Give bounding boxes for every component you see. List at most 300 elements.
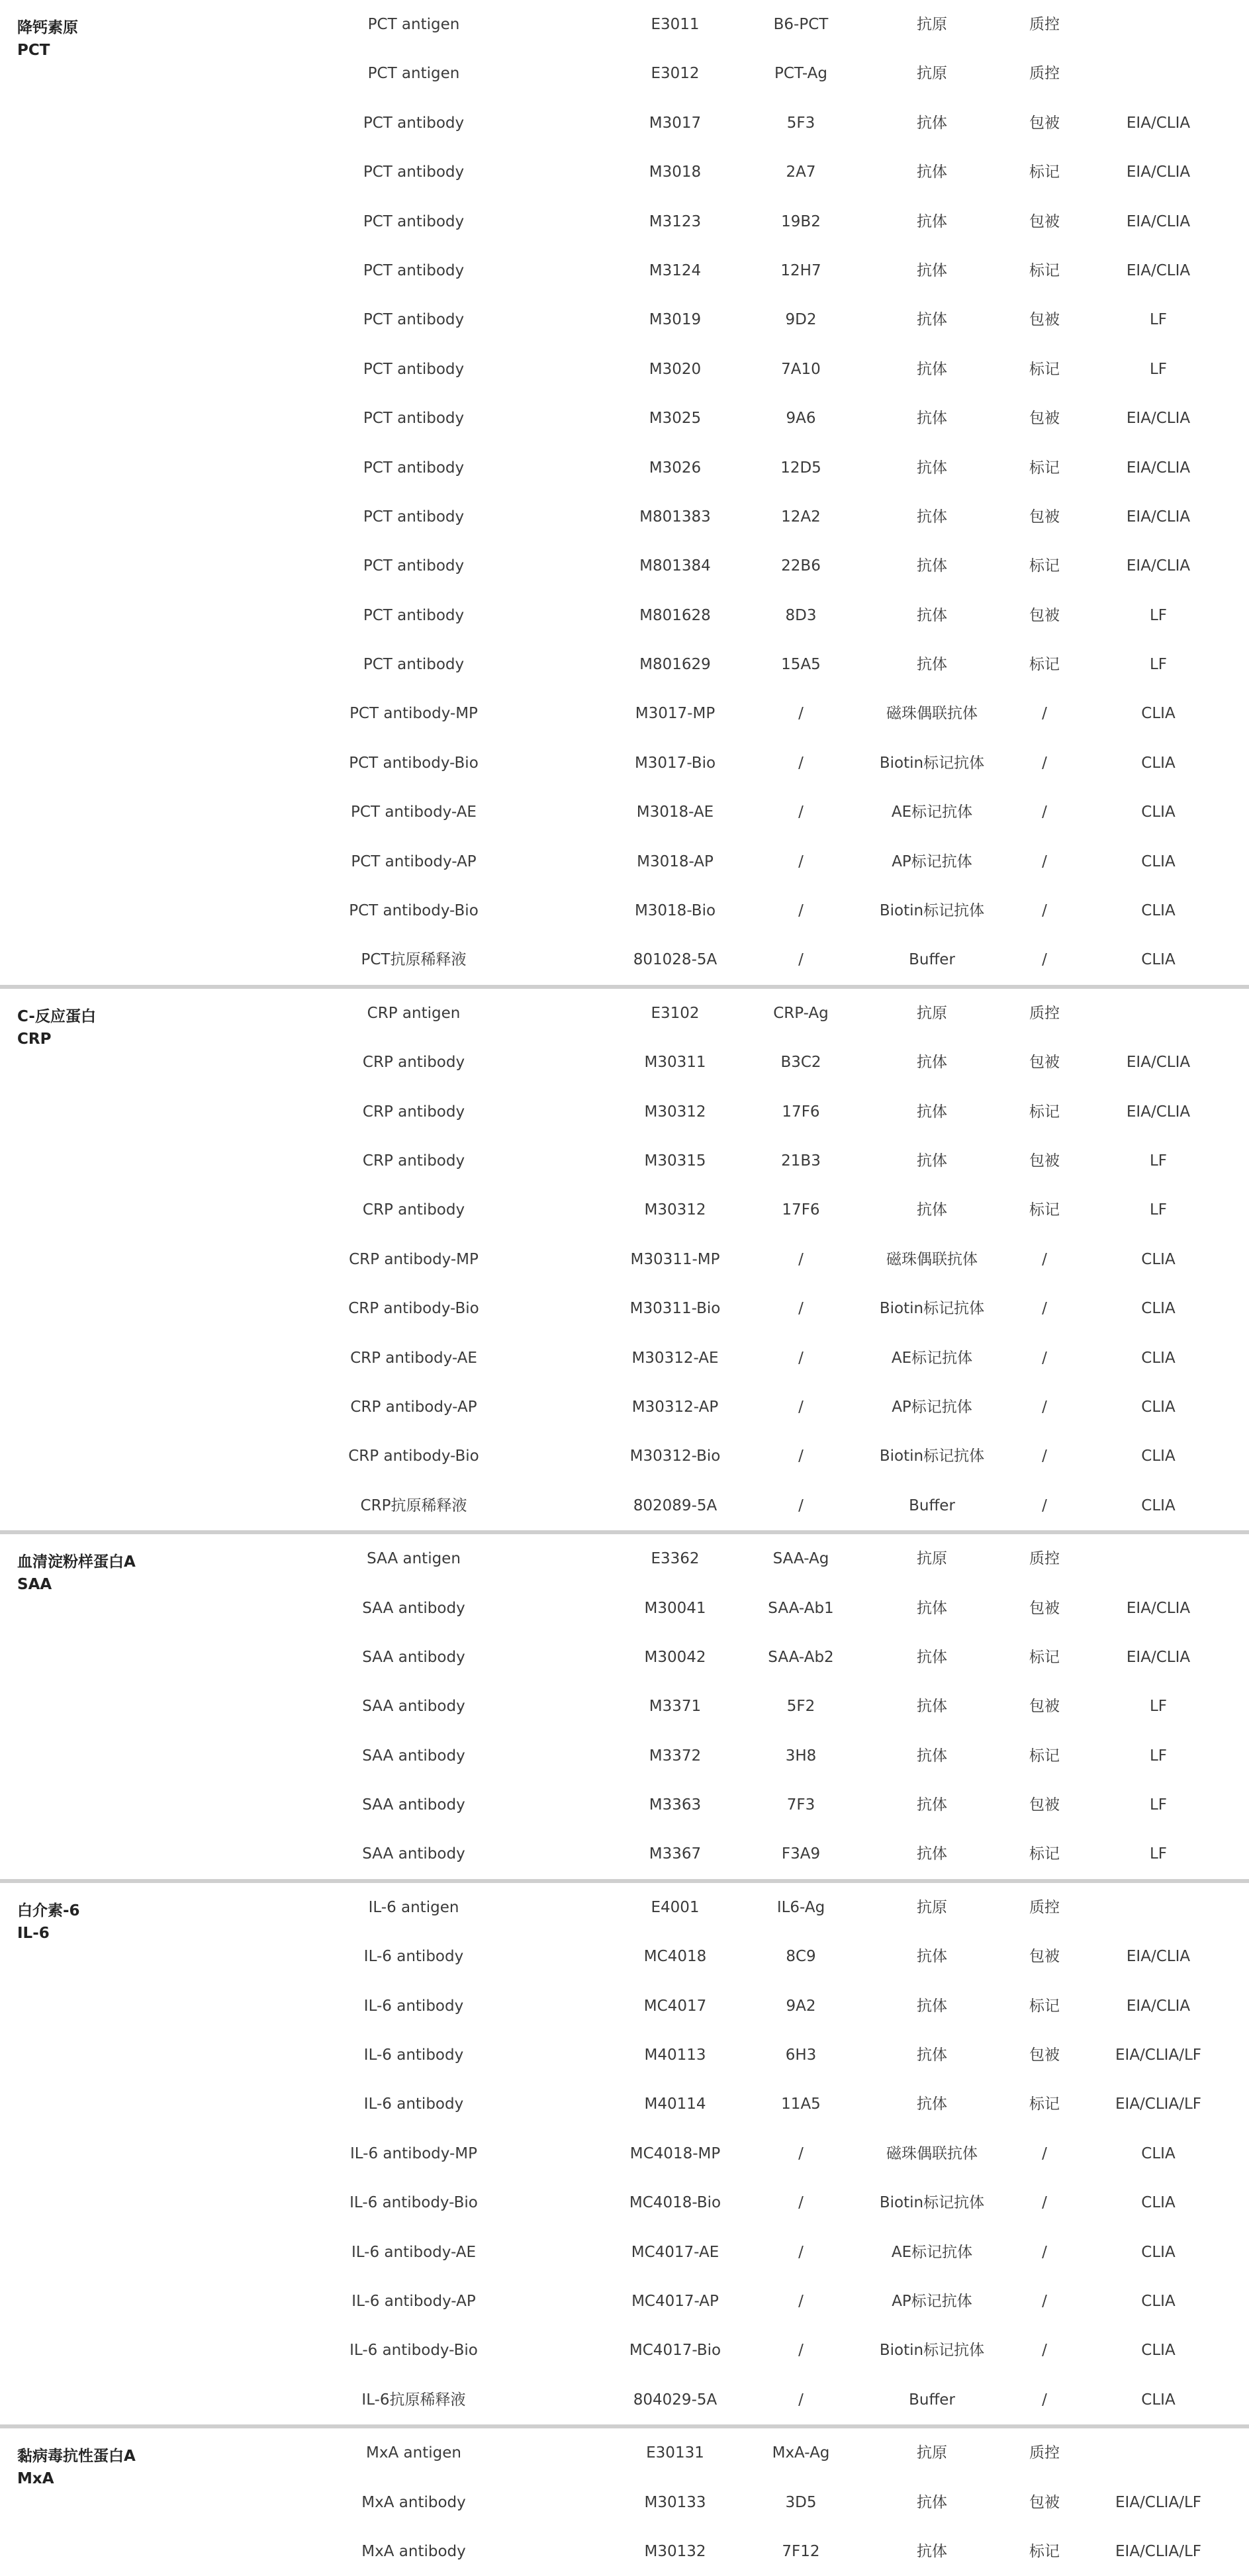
usage-cell: 包被 [1029, 1152, 1060, 1170]
product-name-cell: PCT antibody [363, 508, 465, 526]
product-name-cell: CRP antibody-Bio [348, 1448, 479, 1465]
usage-cell: 包被 [1029, 1054, 1060, 1072]
usage-cell: 包被 [1029, 1599, 1060, 1617]
product-name-cell: PCT antibody [363, 557, 465, 575]
type-cell: 抗体 [917, 2493, 947, 2511]
catalog-number-cell: M3371 [649, 1698, 702, 1716]
usage-cell: 包被 [1029, 1698, 1060, 1716]
usage-cell: 标记 [1029, 360, 1060, 378]
product-name-cell: SAA antigen [367, 1550, 461, 1568]
usage-cell: 标记 [1029, 1747, 1060, 1765]
type-cell: 抗体 [917, 1747, 947, 1765]
clone-cell: 5F3 [786, 114, 815, 132]
application-cell: CLIA [1141, 2194, 1176, 2212]
type-cell: 抗体 [917, 1599, 947, 1617]
table-row [0, 689, 1249, 738]
clone-cell: 17F6 [782, 1201, 820, 1219]
product-name-cell: SAA antibody [362, 1845, 465, 1863]
clone-cell: 22B6 [781, 557, 821, 575]
clone-cell: / [798, 705, 804, 723]
catalog-number-cell: MC4018-MP [629, 2144, 721, 2162]
product-name-cell: PCT antigen [367, 16, 460, 33]
type-cell: 抗原 [917, 2444, 947, 2462]
product-name-cell: PCT抗原稀释液 [361, 951, 467, 969]
table-row [0, 1883, 1249, 1932]
type-cell: AP标记抗体 [892, 1398, 972, 1416]
catalog-number-cell: E3362 [651, 1550, 700, 1568]
clone-cell: 12D5 [780, 459, 821, 477]
usage-cell: 标记 [1029, 1201, 1060, 1219]
table-row [0, 1829, 1249, 1878]
product-name-cell: IL-6 antibody [363, 2095, 464, 2113]
type-cell: 抗体 [917, 2047, 947, 2064]
table-row [0, 739, 1249, 788]
catalog-number-cell: M3025 [649, 410, 702, 428]
product-name-cell: IL-6 antibody [363, 1948, 464, 1966]
type-cell: 抗体 [917, 459, 947, 477]
type-cell: 抗体 [917, 1103, 947, 1121]
table-row [0, 246, 1249, 295]
usage-cell: 包被 [1029, 2493, 1060, 2511]
table-row [0, 443, 1249, 492]
table-row [0, 2178, 1249, 2227]
table-row [0, 541, 1249, 590]
usage-cell: 质控 [1029, 16, 1060, 33]
usage-cell: 包被 [1029, 508, 1060, 526]
type-cell: 抗体 [917, 508, 947, 526]
catalog-number-cell: M30042 [644, 1648, 706, 1666]
clone-cell: SAA-Ab2 [768, 1648, 834, 1666]
type-cell: Buffer [909, 2391, 955, 2409]
table-row [0, 197, 1249, 246]
catalog-number-cell: 801028-5A [633, 951, 717, 969]
usage-cell: / [1042, 902, 1047, 920]
product-name-cell: IL-6 antibody [363, 1997, 464, 2015]
catalog-number-cell: M3018-AP [637, 852, 714, 870]
catalog-number-cell: M3018 [649, 163, 702, 181]
type-cell: 抗体 [917, 656, 947, 674]
catalog-number-cell: M3363 [649, 1796, 702, 1814]
product-name-cell: IL-6 antibody [363, 2047, 464, 2064]
usage-cell: 质控 [1029, 2444, 1060, 2462]
clone-cell: / [798, 804, 804, 821]
catalog-number-cell: E3012 [651, 65, 700, 83]
type-cell: 抗体 [917, 163, 947, 181]
product-name-cell: PCT antibody-Bio [349, 902, 479, 920]
catalog-number-cell: M801384 [639, 557, 711, 575]
table-row [0, 788, 1249, 837]
type-cell: 抗体 [917, 1698, 947, 1716]
clone-cell: 15A5 [781, 656, 821, 674]
application-cell: CLIA [1141, 951, 1176, 969]
table-row [0, 1584, 1249, 1633]
table-row [0, 989, 1249, 1038]
table-row [0, 591, 1249, 640]
table-row [0, 1682, 1249, 1731]
usage-cell: 标记 [1029, 1103, 1060, 1121]
usage-cell: 质控 [1029, 65, 1060, 83]
type-cell: 磁珠偶联抗体 [886, 2144, 978, 2162]
clone-cell: / [798, 754, 804, 772]
type-cell: 抗体 [917, 311, 947, 329]
table-row [0, 1334, 1249, 1383]
table-row [0, 1235, 1249, 1284]
product-name-cell: PCT antibody-MP [349, 705, 478, 723]
product-name-cell: PCT antibody [363, 114, 465, 132]
table-row [0, 2080, 1249, 2129]
usage-cell: / [1042, 2243, 1047, 2261]
table-row [0, 492, 1249, 541]
table-row [0, 99, 1249, 148]
application-cell: EIA/CLIA [1126, 212, 1191, 230]
product-group [0, 0, 1249, 989]
application-cell: EIA/CLIA/LF [1115, 2542, 1201, 2560]
type-cell: AE标记抗体 [891, 1349, 973, 1367]
catalog-number-cell: M3124 [649, 261, 702, 279]
application-cell: CLIA [1141, 1250, 1176, 1268]
catalog-number-cell: M30315 [644, 1152, 706, 1170]
type-cell: 抗体 [917, 2095, 947, 2113]
table-row [0, 295, 1249, 344]
product-name-cell: CRP antibody-MP [349, 1250, 479, 1268]
usage-cell: / [1042, 2342, 1047, 2360]
catalog-number-cell: M3017-MP [635, 705, 716, 723]
table-row [0, 2478, 1249, 2527]
table-row [0, 1731, 1249, 1780]
product-name-cell: PCT antibody-Bio [349, 754, 479, 772]
table-row [0, 2428, 1249, 2477]
group-name-en: MxA [17, 2470, 54, 2488]
usage-cell: 标记 [1029, 2542, 1060, 2560]
usage-cell: 标记 [1029, 1997, 1060, 2015]
usage-cell: / [1042, 2391, 1047, 2409]
table-row [0, 2375, 1249, 2424]
type-cell: Biotin标记抗体 [879, 1300, 985, 1318]
application-cell: EIA/CLIA [1126, 1997, 1191, 2015]
table-row [0, 1038, 1249, 1087]
application-cell: EIA/CLIA [1126, 261, 1191, 279]
table-row [0, 2527, 1249, 2576]
application-cell: CLIA [1141, 1300, 1176, 1318]
usage-cell: 质控 [1029, 1004, 1060, 1022]
catalog-number-cell: M3026 [649, 459, 702, 477]
type-cell: 抗体 [917, 2542, 947, 2560]
application-cell: CLIA [1141, 902, 1176, 920]
application-cell: EIA/CLIA [1126, 1054, 1191, 1072]
usage-cell: 标记 [1029, 1845, 1060, 1863]
catalog-number-cell: M3367 [649, 1845, 702, 1863]
usage-cell: 包被 [1029, 2047, 1060, 2064]
group-name-cn: 白介素-6 [17, 1902, 80, 1919]
usage-cell: 包被 [1029, 1948, 1060, 1966]
application-cell: EIA/CLIA [1126, 557, 1191, 575]
application-cell: EIA/CLIA [1126, 1948, 1191, 1966]
clone-cell: B6-PCT [773, 16, 829, 33]
application-cell: CLIA [1141, 754, 1176, 772]
group-name-en: PCT [17, 42, 50, 59]
group-name-cn: 黏病毒抗性蛋白A [17, 2448, 136, 2465]
application-cell: CLIA [1141, 2342, 1176, 2360]
table-row [0, 1284, 1249, 1333]
application-cell: CLIA [1141, 705, 1176, 723]
product-name-cell: IL-6 antibody-MP [349, 2144, 477, 2162]
usage-cell: / [1042, 2144, 1047, 2162]
application-cell: CLIA [1141, 2243, 1176, 2261]
usage-cell: 包被 [1029, 114, 1060, 132]
group-name-en: SAA [17, 1576, 52, 1594]
group-name-cn: 血清淀粉样蛋白A [17, 1553, 136, 1571]
product-name-cell: PCT antibody [363, 410, 465, 428]
type-cell: 抗体 [917, 557, 947, 575]
product-name-cell: IL-6抗原稀释液 [361, 2391, 466, 2409]
group-name-cn: C-反应蛋白 [17, 1007, 96, 1025]
clone-cell: 6H3 [785, 2047, 817, 2064]
clone-cell: / [798, 1398, 804, 1416]
product-name-cell: CRP antigen [367, 1004, 461, 1022]
catalog-number-cell: M3018-AE [636, 804, 714, 821]
product-name-cell: MxA antibody [361, 2493, 466, 2511]
table-row [0, 2228, 1249, 2277]
table-row [0, 345, 1249, 394]
usage-cell: 包被 [1029, 410, 1060, 428]
product-name-cell: CRP antibody [362, 1103, 465, 1121]
table-row [0, 1432, 1249, 1481]
clone-cell: PCT-Ag [774, 65, 827, 83]
usage-cell: 标记 [1029, 163, 1060, 181]
catalog-number-cell: E3102 [651, 1004, 700, 1022]
catalog-number-cell: M30312-AE [631, 1349, 719, 1367]
catalog-number-cell: MC4018-Bio [629, 2194, 721, 2212]
product-group [0, 1883, 1249, 2428]
catalog-number-cell: 804029-5A [633, 2391, 717, 2409]
catalog-number-cell: M40113 [644, 2047, 706, 2064]
catalog-number-cell: E3011 [651, 16, 700, 33]
clone-cell: 9A6 [786, 410, 816, 428]
type-cell: 抗体 [917, 1845, 947, 1863]
type-cell: 抗体 [917, 1948, 947, 1966]
type-cell: Buffer [909, 1496, 955, 1514]
table-row [0, 1780, 1249, 1829]
product-name-cell: IL-6 antibody-Bio [349, 2194, 478, 2212]
clone-cell: / [798, 2243, 804, 2261]
type-cell: 抗体 [917, 410, 947, 428]
clone-cell: 2A7 [786, 163, 816, 181]
clone-cell: IL6-Ag [776, 1898, 825, 1916]
type-cell: 抗体 [917, 261, 947, 279]
type-cell: AE标记抗体 [891, 804, 973, 821]
clone-cell: 17F6 [782, 1103, 820, 1121]
table-row [0, 640, 1249, 689]
catalog-number-cell: M40114 [644, 2095, 706, 2113]
usage-cell: / [1042, 1448, 1047, 1465]
usage-cell: 标记 [1029, 261, 1060, 279]
type-cell: Buffer [909, 951, 955, 969]
clone-cell: / [798, 2342, 804, 2360]
application-cell: EIA/CLIA/LF [1115, 2047, 1201, 2064]
table-row [0, 1481, 1249, 1530]
application-cell: CLIA [1141, 2292, 1176, 2310]
application-cell: CLIA [1141, 804, 1176, 821]
catalog-number-cell: M30311-Bio [629, 1300, 721, 1318]
table-row [0, 2326, 1249, 2375]
product-name-cell: PCT antibody [363, 212, 465, 230]
usage-cell: 包被 [1029, 606, 1060, 624]
product-group [0, 989, 1249, 1534]
product-name-cell: PCT antibody [363, 311, 465, 329]
clone-cell: 7F3 [786, 1796, 815, 1814]
catalog-number-cell: M801628 [639, 606, 711, 624]
type-cell: 抗原 [917, 1004, 947, 1022]
application-cell: CLIA [1141, 1448, 1176, 1465]
usage-cell: 包被 [1029, 212, 1060, 230]
application-cell: LF [1149, 1152, 1168, 1170]
clone-cell: 11A5 [781, 2095, 821, 2113]
application-cell: LF [1149, 1747, 1168, 1765]
type-cell: Biotin标记抗体 [879, 754, 985, 772]
application-cell: CLIA [1141, 1496, 1176, 1514]
product-name-cell: PCT antibody [363, 163, 465, 181]
table-row [0, 837, 1249, 886]
catalog-number-cell: M30311-MP [630, 1250, 720, 1268]
usage-cell: / [1042, 1398, 1047, 1416]
type-cell: 磁珠偶联抗体 [886, 705, 978, 723]
product-name-cell: PCT antibody [363, 459, 465, 477]
table-row [0, 886, 1249, 935]
product-name-cell: PCT antigen [367, 65, 460, 83]
usage-cell: 标记 [1029, 656, 1060, 674]
catalog-number-cell: E4001 [651, 1898, 700, 1916]
application-cell: EIA/CLIA [1126, 508, 1191, 526]
type-cell: 抗原 [917, 65, 947, 83]
product-name-cell: CRP antibody [362, 1054, 465, 1072]
usage-cell: / [1042, 2292, 1047, 2310]
clone-cell: 3H8 [785, 1747, 817, 1765]
type-cell: AE标记抗体 [891, 2243, 973, 2261]
usage-cell: 标记 [1029, 1648, 1060, 1666]
product-name-cell: IL-6 antigen [368, 1898, 459, 1916]
clone-cell: B3C2 [780, 1054, 821, 1072]
catalog-number-cell: M30133 [644, 2493, 706, 2511]
table-row [0, 1982, 1249, 2031]
catalog-number-cell: M30312 [644, 1201, 706, 1219]
catalog-number-cell: M3123 [649, 212, 702, 230]
usage-cell: / [1042, 754, 1047, 772]
type-cell: 抗体 [917, 212, 947, 230]
product-name-cell: SAA antibody [362, 1599, 465, 1617]
catalog-number-cell: M3019 [649, 311, 702, 329]
catalog-number-cell: M30312-AP [631, 1398, 719, 1416]
clone-cell: / [798, 1496, 804, 1514]
product-name-cell: SAA antibody [362, 1698, 465, 1716]
catalog-number-cell: MC4018 [643, 1948, 707, 1966]
product-name-cell: IL-6 antibody-AE [351, 2243, 477, 2261]
type-cell: 磁珠偶联抗体 [886, 1250, 978, 1268]
clone-cell: / [798, 852, 804, 870]
clone-cell: 5F2 [786, 1698, 815, 1716]
application-cell: EIA/CLIA [1126, 1599, 1191, 1617]
catalog-number-cell: M801629 [639, 656, 711, 674]
usage-cell: 质控 [1029, 1550, 1060, 1568]
table-row [0, 2277, 1249, 2326]
usage-cell: / [1042, 1300, 1047, 1318]
type-cell: 抗体 [917, 114, 947, 132]
type-cell: 抗体 [917, 1152, 947, 1170]
type-cell: 抗体 [917, 1201, 947, 1219]
product-name-cell: SAA antibody [362, 1796, 465, 1814]
clone-cell: MxA-Ag [772, 2444, 830, 2462]
usage-cell: 包被 [1029, 311, 1060, 329]
usage-cell: 标记 [1029, 557, 1060, 575]
clone-cell: 12H7 [780, 261, 821, 279]
usage-cell: / [1042, 951, 1047, 969]
catalog-number-cell: M3017 [649, 114, 702, 132]
application-cell: EIA/CLIA [1126, 410, 1191, 428]
table-row [0, 2129, 1249, 2178]
type-cell: 抗体 [917, 1997, 947, 2015]
clone-cell: 19B2 [781, 212, 821, 230]
catalog-number-cell: M30312 [644, 1103, 706, 1121]
product-name-cell: MxA antigen [366, 2444, 461, 2462]
clone-cell: / [798, 1300, 804, 1318]
clone-cell: 12A2 [781, 508, 821, 526]
group-name-en: IL-6 [17, 1924, 50, 1942]
product-group [0, 2428, 1249, 2576]
table-row [0, 1534, 1249, 1583]
clone-cell: SAA-Ag [772, 1550, 829, 1568]
catalog-number-cell: MC4017-AP [631, 2292, 719, 2310]
clone-cell: 7F12 [782, 2542, 820, 2560]
catalog-number-cell: M30312-Bio [629, 1448, 721, 1465]
application-cell: LF [1149, 606, 1168, 624]
clone-cell: / [798, 951, 804, 969]
product-name-cell: CRP抗原稀释液 [360, 1496, 467, 1514]
usage-cell: / [1042, 705, 1047, 723]
product-name-cell: PCT antibody-AP [351, 852, 477, 870]
type-cell: 抗体 [917, 1796, 947, 1814]
clone-cell: / [798, 2194, 804, 2212]
product-name-cell: PCT antibody [363, 606, 465, 624]
group-name-cn: 降钙素原 [17, 19, 78, 36]
application-cell: LF [1149, 656, 1168, 674]
application-cell: EIA/CLIA [1126, 1103, 1191, 1121]
clone-cell: / [798, 1349, 804, 1367]
product-name-cell: CRP antibody [362, 1201, 465, 1219]
usage-cell: / [1042, 2194, 1047, 2212]
product-name-cell: CRP antibody [362, 1152, 465, 1170]
product-group [0, 1534, 1249, 1883]
usage-cell: / [1042, 852, 1047, 870]
table-row [0, 1185, 1249, 1234]
application-cell: EIA/CLIA/LF [1115, 2493, 1201, 2511]
catalog-number-cell: MC4017-AE [631, 2243, 719, 2261]
catalog-number-cell: M30041 [644, 1599, 706, 1617]
application-cell: LF [1149, 1201, 1168, 1219]
clone-cell: 21B3 [781, 1152, 821, 1170]
application-cell: EIA/CLIA [1126, 1648, 1191, 1666]
type-cell: 抗原 [917, 16, 947, 33]
product-name-cell: IL-6 antibody-AP [351, 2292, 476, 2310]
catalog-number-cell: M3017-Bio [634, 754, 716, 772]
application-cell: LF [1149, 1698, 1168, 1716]
catalog-number-cell: M3018-Bio [634, 902, 716, 920]
type-cell: 抗体 [917, 1054, 947, 1072]
catalog-number-cell: M3372 [649, 1747, 702, 1765]
product-name-cell: PCT antibody [363, 656, 465, 674]
application-cell: LF [1149, 1845, 1168, 1863]
clone-cell: 9A2 [786, 1997, 816, 2015]
table-row [0, 148, 1249, 197]
table-row [0, 49, 1249, 98]
